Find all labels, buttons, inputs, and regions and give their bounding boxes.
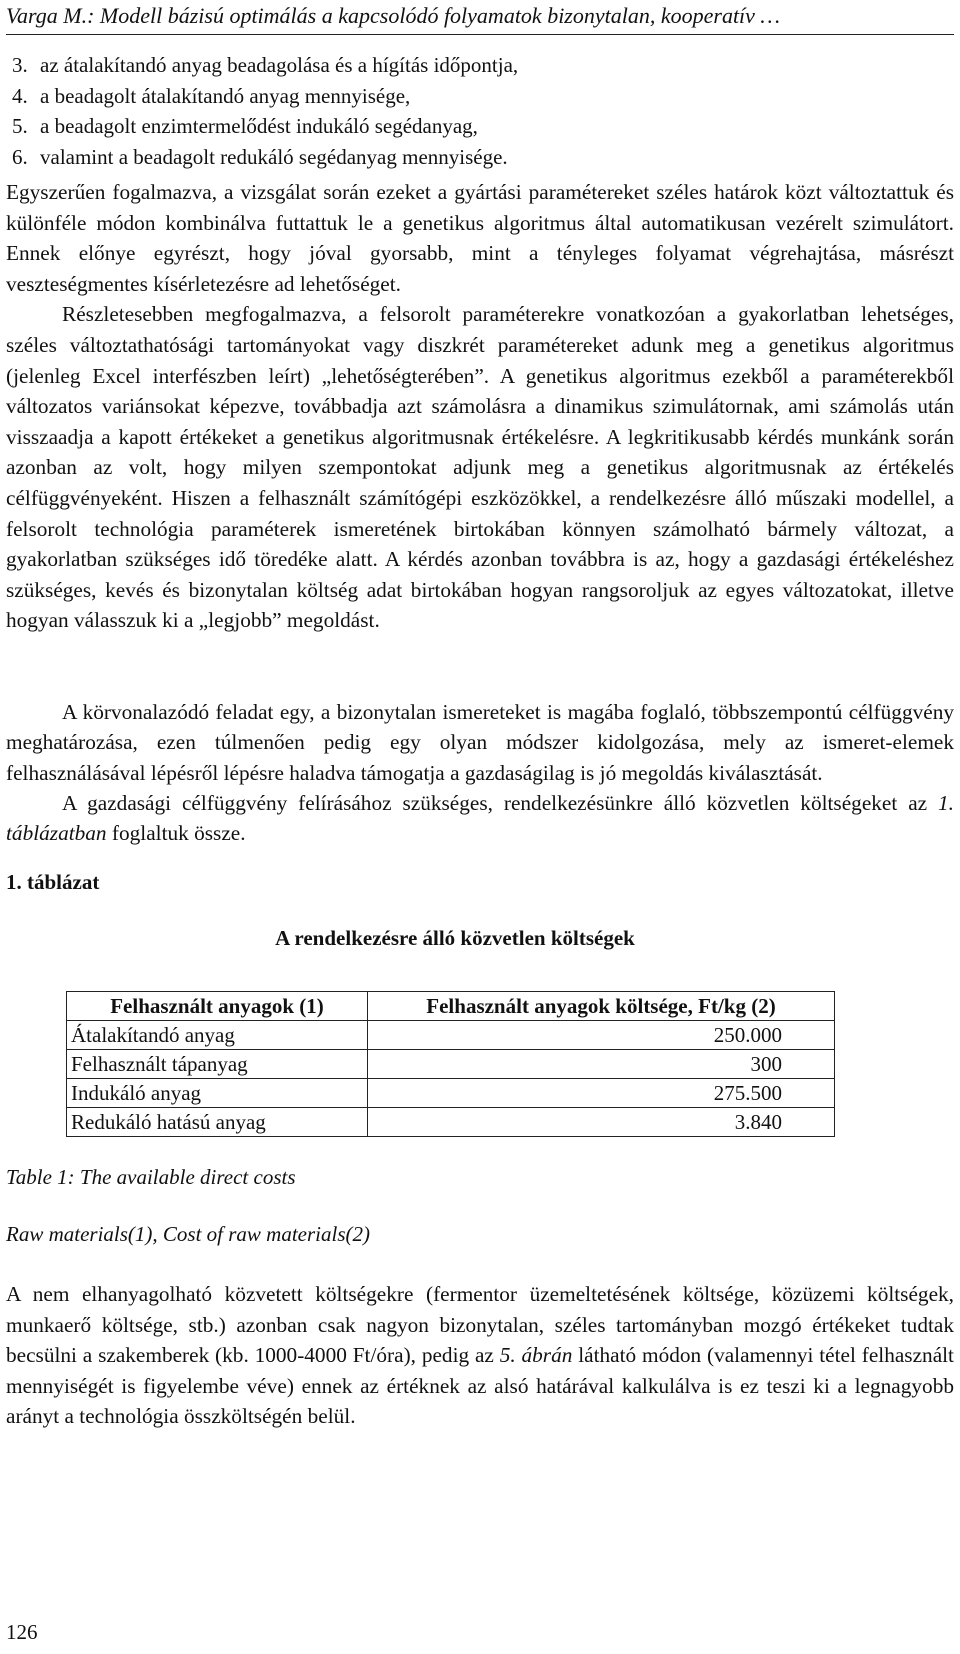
figure-reference: 5. ábrán xyxy=(499,1343,573,1368)
direct-costs-table xyxy=(66,991,835,1137)
material-name: Átalakítandó anyag xyxy=(67,1021,368,1050)
material-name: Felhasznált tápanyag xyxy=(67,1050,368,1079)
paragraph-1b-text: Részletesebben megfogalmazva, a felsorolt paraméterekre vonatkozóan a gyakorlatban lehetséges, széles változtathatósági tartományokat vagy diszkrét paramétereket adunk meg a genetikus algoritmus (jelenleg Excel interfészben leírt) „lehetőségterében”. A genetikus algoritmus ezekből a paraméterekből változatos variánsokat képezve, továbbadja azt számolásra a dinamikus szimulátornak, ami számolás után visszaadja a kapott értékeket a genetikus algoritmusnak értékelésre. A legkritikusabb kérdés munkánk során azonban az volt, hogy milyen szempontokat adjunk meg a genetikus algoritmusnak az értékelés célfüggvényeként. Hiszen a felhasznált számítógépi eszközökkel, a rendelkezésre álló műszaki modellel, a felsorolt technológia paraméterek ismeretének birtokában könnyen számolható bármely változat, a gyakorlatban szükséges idő töredéke alatt. A kérdés azonban továbbra is az, hogy a gazdasági értékeléshez szükséges, kevés és bizonytalan költség adat birtokában hogyan rangsoroljuk az egyes változatokat, illetve hogyan válasszuk ki a „legjobb” megoldást. xyxy=(6,302,954,633)
paragraph-1 xyxy=(6,177,954,636)
material-cost: 250.000 xyxy=(368,1021,835,1050)
material-name: Indukáló anyag xyxy=(67,1079,368,1108)
paragraph-3 xyxy=(6,788,954,849)
header-rule xyxy=(6,34,954,35)
paragraph-3-text: A gazdasági célfüggvény felírásához szükséges, rendelkezésünkre álló közvetlen költségeket az xyxy=(62,791,939,815)
table-row xyxy=(67,1079,835,1108)
paragraph-3-text-end: foglaltuk össze. xyxy=(106,821,246,846)
list-item-number: 4. xyxy=(12,83,28,108)
list-item-text: valamint a beadagolt redukáló segédanyag mennyisége. xyxy=(40,144,508,169)
table-row xyxy=(67,1050,835,1079)
list-item-number: 5. xyxy=(12,114,28,138)
paragraph-1-text: Egyszerűen fogalmazva, a vizsgálat során ezeket a gyártási paramétereket széles határok közt változtattuk és különféle módon kombinálva futtattuk le a genetikus algoritmus által automatikusan vezérelt szimulátort. Ennek előnye egyrészt, hogy jóval gyorsabb, mint a tényleges folyamat végrehajtása, másrészt veszteségmentes kísérletezésre ad lehetőséget. xyxy=(6,180,954,296)
list-item-text: a beadagolt enzimtermelődést indukáló segédanyag, xyxy=(40,114,478,138)
table-header-row xyxy=(67,992,835,1021)
list-item-number: 6. xyxy=(12,144,28,169)
table-row xyxy=(67,1108,835,1137)
material-cost: 275.500 xyxy=(368,1079,835,1108)
running-header: Varga M.: Modell bázisú optimálás a kapcsolódó folyamatok bizonytalan, kooperatív … xyxy=(6,3,780,28)
column-header-cost: Felhasznált anyagok költsége, Ft/kg (2) xyxy=(368,992,835,1021)
page-number: 126 xyxy=(6,1620,38,1644)
table-reference: 1. táblázatban xyxy=(6,791,954,846)
list-item-text: az átalakítandó anyag beadagolása és a hígítás időpontja, xyxy=(40,53,519,77)
table-title: A rendelkezésre álló közvetlen költségek xyxy=(275,926,635,950)
table-caption-english: Table 1: The available direct costs xyxy=(6,1165,296,1189)
paragraph-4-text: A nem elhanyagolható közvetett költségekre (fermentor üzemeltetésének költsége, közüzemi költségek, munkaerő költsége, stb.) azonban csak nagyon bizonytalan, széles tartományban mozgó értékeket tudtak becsülni a szakemberek (kb. 1000-4000 Ft/óra), pedig az xyxy=(6,1282,954,1368)
column-header-materials: Felhasznált anyagok (1) xyxy=(67,992,368,1021)
parameter-list xyxy=(12,50,912,172)
table-caption-columns: Raw materials(1), Cost of raw materials(2) xyxy=(6,1222,371,1246)
table-label: 1. táblázat xyxy=(6,870,100,894)
paragraph-2: A körvonalazódó feladat egy, a bizonytalan ismereteket is magába foglaló, többszempontú célfüggvény meghatározása, ezen túlmenően pedig egy olyan módszer kidolgozása, mely az ismeret-elemek felhasználásával lépésről lépésre haladva támogatja a gazdaságilag is jó megoldás kiválasztását. xyxy=(6,700,954,785)
list-item-text: a beadagolt átalakítandó anyag mennyisége, xyxy=(40,83,411,108)
list-item-number: 3. xyxy=(12,53,28,77)
list-item xyxy=(12,81,912,112)
table-row xyxy=(67,1021,835,1050)
material-cost: 3.840 xyxy=(368,1108,835,1137)
material-cost: 300 xyxy=(368,1050,835,1079)
list-item xyxy=(12,50,912,81)
paragraph-4 xyxy=(6,1279,954,1432)
material-name: Redukáló hatású anyag xyxy=(67,1108,368,1137)
list-item xyxy=(12,142,912,173)
paragraph-4-text-end: látható módon (valamennyi tétel felhasznált mennyiségét is figyelembe véve) ennek az értéknek az alsó határával kalkulálva is ez teszi ki a legnagyobb arányt a technológia összköltségén belül. xyxy=(6,1343,954,1429)
list-item xyxy=(12,111,912,142)
